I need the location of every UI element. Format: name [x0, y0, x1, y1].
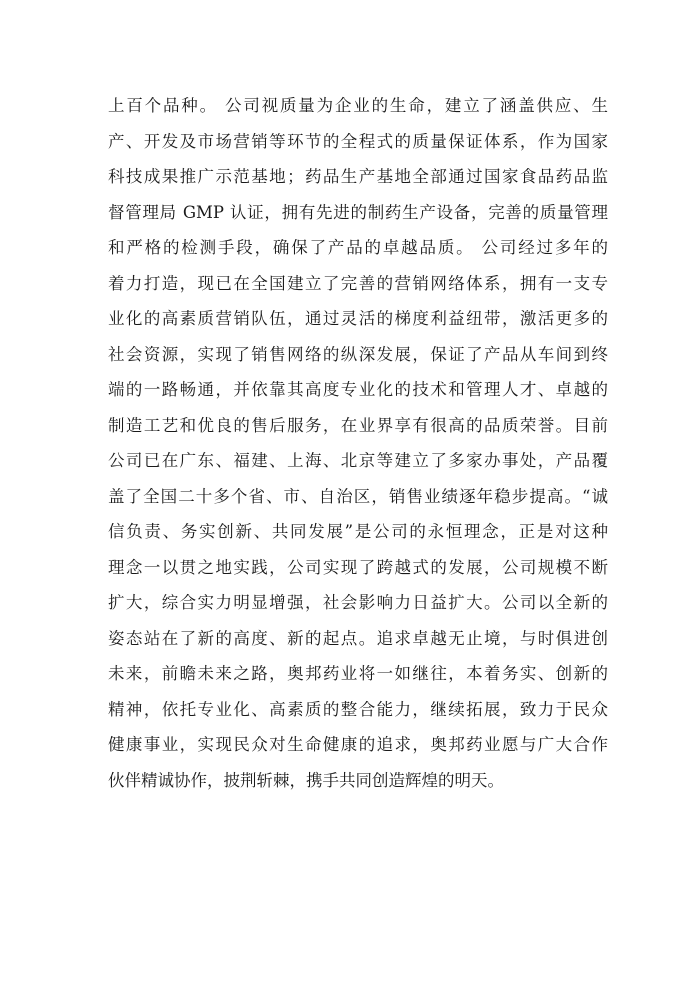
text-line: 上百个品种。 公司视质量为企业的生命，建立了涵盖供应、生 [108, 96, 608, 115]
text-line: 和严格的检测手段，确保了产品的卓越品质。 公司经过多年的 [108, 238, 608, 257]
text-line: 理念一以贯之地实践，公司实现了跨越式的发展，公司规模不断 [108, 557, 608, 577]
text-line-last: 伙伴精诚协作，披荆斩棘，携手共同创造辉煌的明天。 [108, 770, 504, 790]
text-line: 公司已在广东、福建、上海、北京等建立了多家办事处，产品覆 [108, 451, 608, 470]
text-line: 扩大，综合实力明显增强，社会影响力日益扩大。公司以全新的 [108, 593, 608, 612]
text-line: 盖了全国二十多个省、市、自治区，销售业绩逐年稳步提高。“诚 [108, 486, 608, 506]
text-line: 科技成果推广示范基地；药品生产基地全部通过国家食品药品监 [108, 167, 608, 186]
body-paragraph [108, 88, 608, 798]
text-line: 健康事业，实现民众对生命健康的追求，奥邦药业愿与广大合作 [108, 735, 608, 754]
text-line: 产、开发及市场营销等环节的全程式的质量保证体系，作为国家 [108, 131, 608, 151]
text-line: 姿态站在了新的高度、新的起点。追求卓越无止境，与时俱进创 [108, 628, 608, 648]
text-line: 制造工艺和优良的售后服务，在业界享有很高的品质荣誉。目前 [108, 415, 608, 435]
text-line: 社会资源，实现了销售网络的纵深发展，保证了产品从车间到终 [108, 344, 608, 364]
text-line: 督管理局 GMP 认证，拥有先进的制药生产设备，完善的质量管理 [108, 202, 608, 222]
text-line: 未来，前瞻未来之路，奥邦药业将一如继往，本着务实、创新的 [108, 664, 608, 683]
text-line: 精神，依托专业化、高素质的整合能力，继续拓展，致力于民众 [108, 699, 608, 719]
text-line: 信负责、务实创新、共同发展”是公司的永恒理念，正是对这种 [108, 522, 608, 541]
text-line: 业化的高素质营销队伍，通过灵活的梯度利益纽带，激活更多的 [108, 309, 608, 328]
text-line: 端的一路畅通，并依靠其高度专业化的技术和管理人才、卓越的 [108, 380, 608, 399]
text-line: 着力打造，现已在全国建立了完善的营销网络体系，拥有一支专 [108, 273, 608, 293]
